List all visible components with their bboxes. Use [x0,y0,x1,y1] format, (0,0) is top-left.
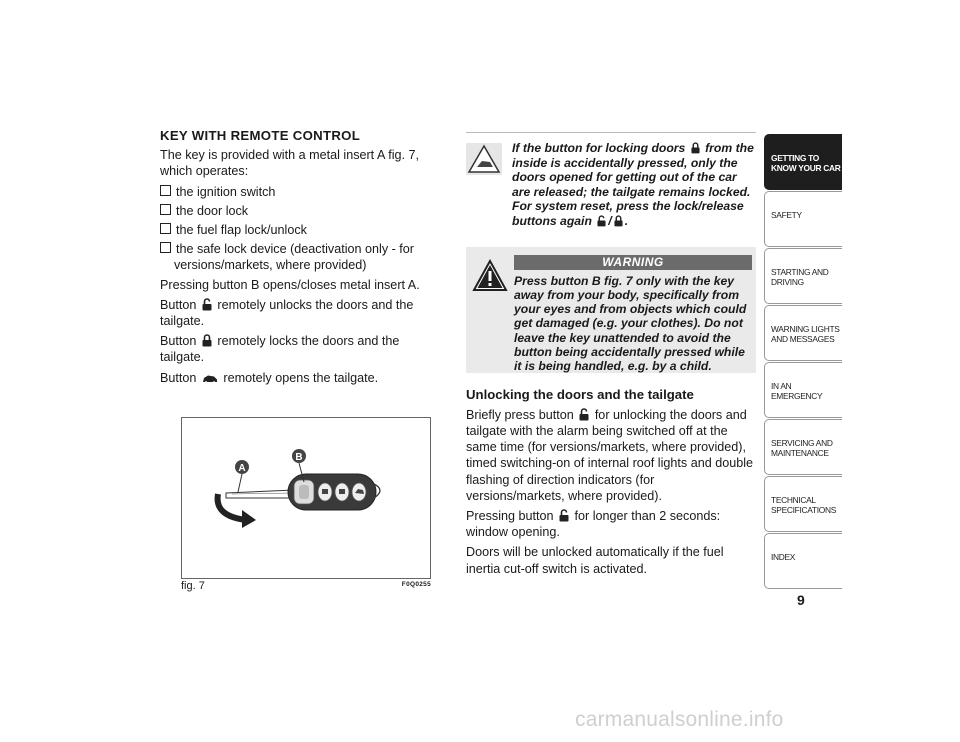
chapter-sidebar [764,134,842,590]
window-instructions: Pressing button for longer than 2 seconds: window opening. [466,508,721,540]
tab-warning-lights[interactable]: WARNING LIGHTS AND MESSAGES [764,305,842,361]
left-column [160,128,445,390]
warning-triangle-icon [472,259,508,293]
warning-text: Press button B fig. 7 only with the key away from your body, specifically from your eyes and from objects which could get damaged (e.g. your clothes). Do not leave the key unattended to avoid the button being accidentally pressed while it is being handled, e.g. by a child. [514,273,747,374]
tab-getting-to-know-your-car[interactable]: GETTING TO KNOW YOUR CAR [764,134,842,190]
unlock-padlock-icon [559,509,569,522]
list-item: the fuel flap lock/unlock [160,222,445,238]
label-b: B [295,452,303,463]
key-figure [181,417,431,579]
list-item: the door lock [160,203,445,219]
checkbox-bullet-icon [160,185,171,196]
warning-block [466,247,756,373]
unlock-padlock-icon [597,215,606,227]
note-block: If the button for locking doors from the inside is accidentally pressed, only the doors opened for getting out of the car are released; the tailgate remains locked. For system reset, press the lock/release buttons again / . [466,132,756,229]
warning-title: WARNING [514,255,752,270]
label-a: A [238,463,246,474]
list-item: the ignition switch [160,184,445,200]
checkbox-bullet-icon [160,204,171,215]
lock-paragraph: Button remotely locks the doors and the tailgate. [160,334,400,365]
tailgate-paragraph: Button remotely opens the tailgate. [160,370,379,385]
unlock-instructions: Briefly press button for unlocking the doors and tailgate with the alarm being switched off at the same time (for versions/markets, where provided), timed switching-on of internal roof lights and double flashing of direction indicators (for versions/markets, where provided). [466,407,754,503]
tab-safety[interactable]: SAFETY [764,191,842,247]
checkbox-bullet-icon [160,242,171,253]
key-illustration [182,418,430,578]
lock-padlock-icon [614,215,623,227]
figure-caption: fig. 7 F0Q0255 [181,580,431,592]
note-warning-icon [466,143,502,175]
lock-padlock-icon [202,334,212,347]
unlock-padlock-icon [579,408,589,421]
tab-starting-and-driving[interactable]: STARTING AND DRIVING [764,248,842,304]
unlock-padlock-icon [202,298,212,311]
lock-padlock-icon [691,142,700,154]
unlock-paragraph: Button remotely unlocks the doors and the tailgate. [160,297,414,329]
figure-code: F0Q0255 [401,581,431,588]
auto-unlock-paragraph: Doors will be unlocked automatically if the fuel inertia cut-off switch is activated. [466,545,724,576]
tab-technical-specifications[interactable]: TECHNICAL SPECIFICATIONS [764,476,842,532]
intro-paragraph: The key is provided with a metal insert A fig. 7, which operates: [160,148,419,179]
tab-in-an-emergency[interactable]: IN AN EMERGENCY [764,362,842,418]
car-tailgate-icon [202,374,218,384]
page-number: 9 [797,592,805,608]
list-item: the safe lock device (deactivation only - for versions/markets, where provided) [160,241,445,273]
tab-servicing[interactable]: SERVICING AND MAINTENANCE [764,419,842,475]
sub-heading: Unlocking the doors and the tailgate [466,386,694,402]
section-heading: KEY WITH REMOTE CONTROL [160,128,361,143]
checkbox-bullet-icon [160,223,171,234]
watermark: carmanualsonline.info [575,708,784,731]
tab-index[interactable]: INDEX [764,533,842,589]
insert-paragraph: Pressing button B opens/closes metal insert A. [160,277,420,292]
right-column [466,132,756,581]
